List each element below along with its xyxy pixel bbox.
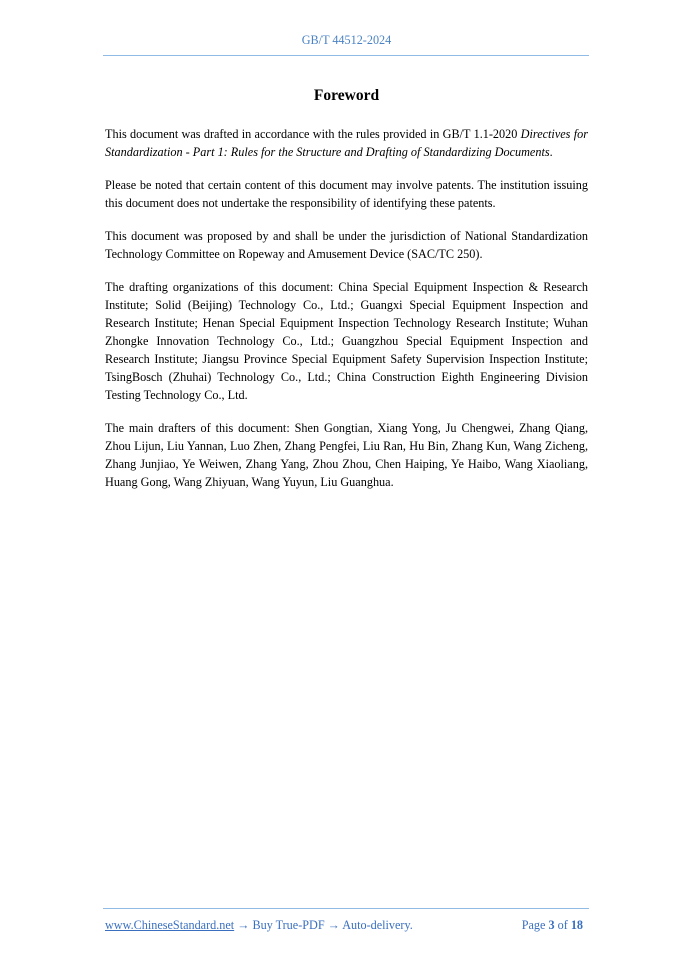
site-link[interactable]: www.ChineseStandard.net bbox=[105, 918, 235, 932]
paragraph-drafting-rules-end: . bbox=[549, 145, 553, 159]
paragraph-drafting-organizations: The drafting organizations of this document: China Special Equipment Inspection & Research Institute; Solid (Beijing) Technology Co., Ltd.; Guangxi Special Equipment Inspection and Research Institute; Henan Special Equipment Inspection Technology Research Institute; Wuhan Zhongke Innovation Technology Co., Ltd.; Guangzhou Special Equipment Inspection and Research Institute; Jiangsu Province Special Equipment Safety Supervision Inspection Institute; TsingBosch (Zhuhai) Technology Co., Ltd.; China Construction Eighth Engineering Division Testing Technology Co., Ltd. bbox=[105, 280, 588, 402]
footer-divider bbox=[103, 908, 589, 909]
paragraph-jurisdiction: This document was proposed by and shall be under the jurisdiction of National Standardization Technology Committee on Ropeway and Amusement Device (SAC/TC 250). bbox=[105, 229, 588, 261]
footer-promo-text: → Buy True-PDF → Auto-delivery. bbox=[234, 918, 413, 932]
page-title: Foreword bbox=[313, 87, 380, 104]
page-label: Page bbox=[521, 918, 549, 932]
page-of-label: of bbox=[554, 918, 571, 932]
document-body bbox=[105, 125, 588, 506]
footer-promo bbox=[105, 916, 413, 934]
page-total: 18 bbox=[570, 918, 583, 932]
page-indicator bbox=[522, 916, 583, 934]
paragraph-drafting-rules-text: This document was drafted in accordance with the rules provided in GB/T 1.1-2020 bbox=[105, 127, 521, 141]
paragraph-drafting-rules bbox=[105, 125, 588, 161]
header-doc-code: GB/T 44512-2024 bbox=[301, 33, 392, 47]
paragraph-patents: Please be noted that certain content of this document may involve patents. The institution issuing this document does not undertake the responsibility of identifying these patents. bbox=[105, 178, 588, 210]
paragraph-main-drafters: The main drafters of this document: Shen Gongtian, Xiang Yong, Ju Chengwei, Zhang Qiang, Zhou Lijun, Liu Yannan, Luo Zhen, Zhang Pengfei, Liu Ran, Hu Bin, Zhang Kun, Wang Zicheng, Zhang Junjiao, Ye Weiwen, Zhang Yang, Zhou Zhou, Chen Haiping, Ye Haibo, Wang Xiaoliang, Huang Gong, Wang Zhiyuan, Wang Yuyun, Liu Guanghua. bbox=[105, 421, 588, 489]
header-divider bbox=[103, 55, 589, 56]
page-current: 3 bbox=[548, 918, 555, 932]
paragraph-drafting-rules-citation: Directives for Standardization - Part 1: Rules for the Structure and Drafting of Standardizing Documents bbox=[105, 127, 588, 159]
